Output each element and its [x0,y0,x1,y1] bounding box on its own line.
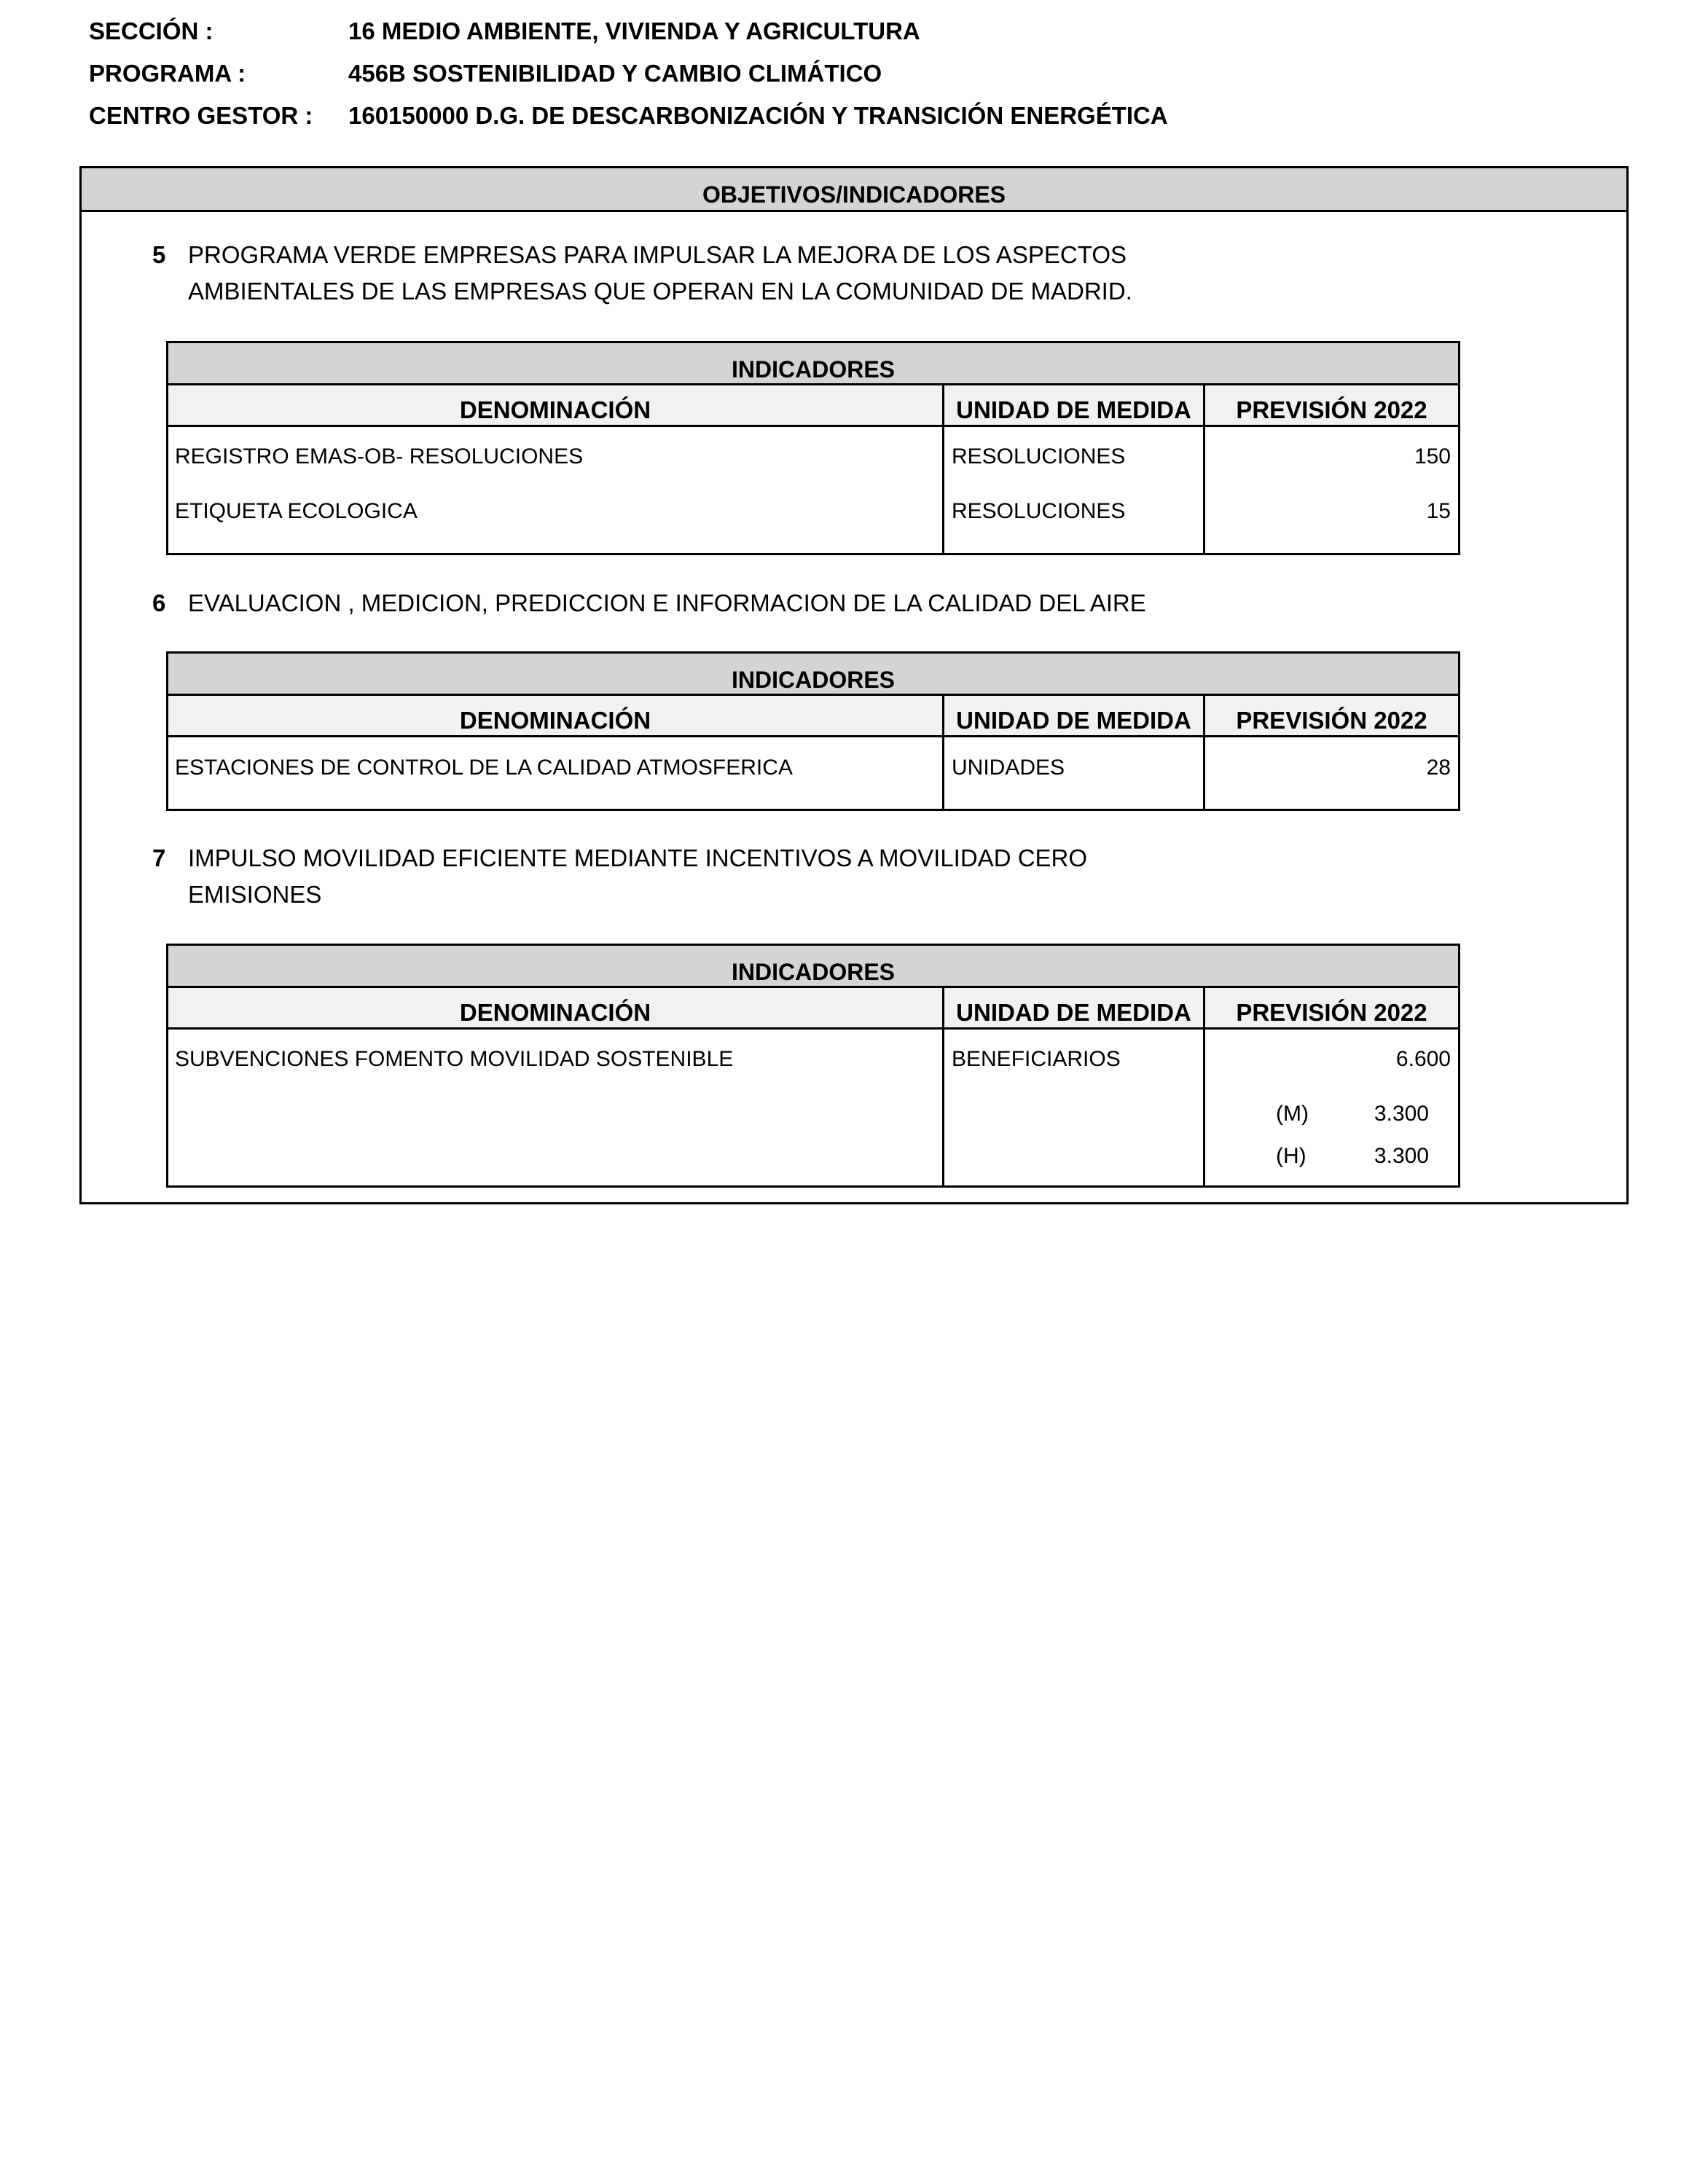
column-divider [942,385,944,553]
col-prevision: PREVISIÓN 2022 [1236,999,1427,1026]
objective-line: AMBIENTALES DE LAS EMPRESAS QUE OPERAN EN LA COMUNIDAD DE MADRID. [188,278,1132,305]
objective-text [188,237,1281,310]
col-unidad: UNIDAD DE MEDIDA [956,999,1191,1026]
column-divider [1203,696,1205,809]
centro-gestor-label: CENTRO GESTOR : [89,102,313,129]
col-prevision: PREVISIÓN 2022 [1236,707,1427,734]
column-divider [942,988,944,1185]
table-header [168,385,1458,427]
col-unidad: UNIDAD DE MEDIDA [956,396,1191,423]
row-denominacion: ETIQUETA ECOLOGICA [175,499,418,523]
objective-text [188,840,1281,913]
breakdown-value: 3.300 [1374,1144,1429,1168]
breakdown-value: 3.300 [1374,1102,1429,1126]
objective-line: EMISIONES [188,881,322,908]
objective-line: EVALUACION , MEDICION, PREDICCION E INFORMACION DE LA CALIDAD DEL AIRE [188,589,1146,616]
col-denominacion: DENOMINACIÓN [459,707,651,734]
objective-6 [152,585,1318,622]
objective-7 [152,840,1318,913]
table-header [168,988,1458,1030]
programa-value: 456B SOSTENIBILIDAD Y CAMBIO CLIMÁTICO [348,60,882,87]
row-unidad: RESOLUCIONES [952,499,1126,523]
row-prevision: 28 [1426,756,1451,780]
objective-number: 6 [152,589,166,616]
indicadores-title: INDICADORES [168,343,1458,385]
row-denominacion: ESTACIONES DE CONTROL DE LA CALIDAD ATMOSFERICA [175,756,793,780]
indicadores-table-6 [166,651,1460,811]
centro-gestor-value: 160150000 D.G. DE DESCARBONIZACIÓN Y TRANSICIÓN ENERGÉTICA [348,102,1168,129]
indicadores-table-5 [166,341,1460,555]
objective-5 [152,237,1318,310]
row-unidad: BENEFICIARIOS [952,1047,1121,1071]
col-unidad: UNIDAD DE MEDIDA [956,707,1191,734]
header-programa [89,56,1473,91]
header-seccion [89,14,1473,49]
table-header [168,696,1458,737]
row-prevision: 15 [1426,499,1451,523]
indicadores-title: INDICADORES [168,654,1458,696]
objective-number: 5 [152,241,166,268]
column-divider [942,696,944,809]
seccion-label: SECCIÓN : [89,17,214,44]
header-centro-gestor [89,98,1473,133]
row-unidad: UNIDADES [952,756,1065,780]
col-denominacion: DENOMINACIÓN [459,999,651,1026]
row-prevision: 6.600 [1395,1047,1451,1071]
objective-text [188,585,1281,622]
row-denominacion: REGISTRO EMAS-OB- RESOLUCIONES [175,444,584,468]
col-denominacion: DENOMINACIÓN [459,396,651,423]
indicadores-title: INDICADORES [168,946,1458,988]
objective-number: 7 [152,844,166,871]
breakdown-label: (H) [1276,1144,1307,1168]
programa-label: PROGRAMA : [89,60,246,87]
col-prevision: PREVISIÓN 2022 [1236,396,1427,423]
objective-line: PROGRAMA VERDE EMPRESAS PARA IMPULSAR LA MEJORA DE LOS ASPECTOS [188,241,1127,268]
indicadores-table-7 [166,944,1460,1188]
row-unidad: RESOLUCIONES [952,444,1126,468]
column-divider [1203,988,1205,1185]
row-prevision: 150 [1414,444,1451,468]
objective-line: IMPULSO MOVILIDAD EFICIENTE MEDIANTE INCENTIVOS A MOVILIDAD CERO [188,844,1088,871]
breakdown-label: (M) [1276,1102,1309,1126]
objetivos-title: OBJETIVOS/INDICADORES [82,168,1626,212]
seccion-value: 16 MEDIO AMBIENTE, VIVIENDA Y AGRICULTURA [348,17,920,44]
column-divider [1203,385,1205,553]
row-denominacion: SUBVENCIONES FOMENTO MOVILIDAD SOSTENIBLE [175,1047,734,1071]
